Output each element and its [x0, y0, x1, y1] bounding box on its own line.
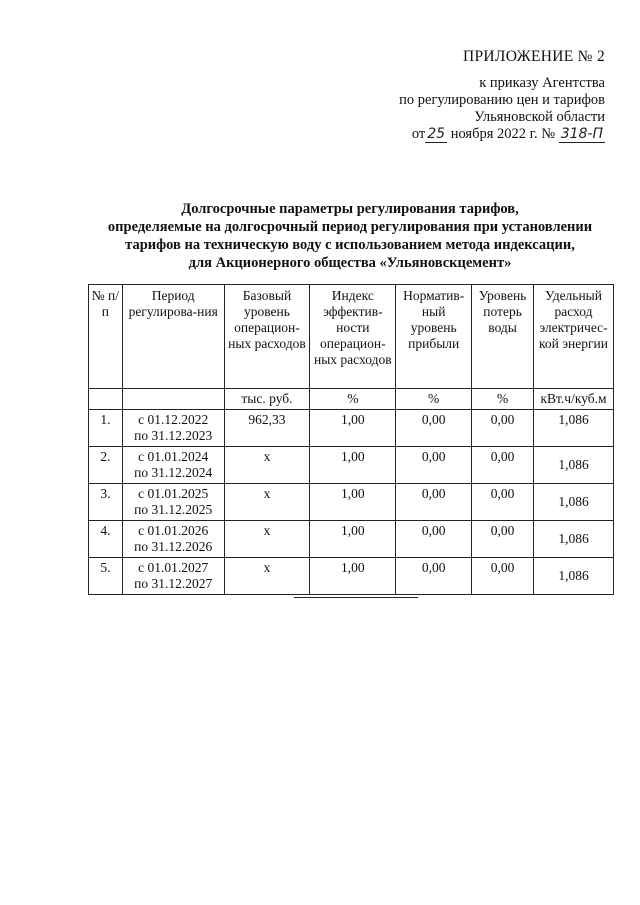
units-index: % [310, 389, 396, 410]
row-norm: 0,00 [396, 521, 472, 558]
row-period [122, 484, 224, 521]
table-row [89, 484, 614, 521]
row-num: 5. [89, 558, 123, 595]
units-num [89, 389, 123, 410]
units-base: тыс. руб. [224, 389, 310, 410]
header-loss: Уровень потерь воды [472, 285, 534, 389]
heading-line-2: определяемые на долгосрочный период регулирования при установлении [107, 219, 593, 235]
units-loss: % [472, 389, 534, 410]
row-norm: 0,00 [396, 447, 472, 484]
period-to: по 31.12.2023 [134, 428, 213, 443]
period-from: с 01.01.2024 [138, 449, 209, 464]
heading-line-4: для Акционерного общества «Ульяновскцемент» [188, 255, 512, 271]
date-middle: ноября 2022 г. № [450, 126, 556, 142]
header-energy: Удельный расход электричес-кой энергии [534, 285, 614, 389]
row-norm: 0,00 [396, 558, 472, 595]
date-prefix: от [411, 126, 426, 142]
handwritten-day: 25 [427, 126, 446, 142]
document-heading [70, 200, 630, 272]
units-period [122, 389, 224, 410]
row-energy: 1,086 [534, 447, 614, 484]
header-num: № п/п [89, 285, 123, 389]
table-row [89, 558, 614, 595]
row-loss: 0,00 [472, 410, 534, 447]
row-period [122, 558, 224, 595]
row-index: 1,00 [310, 558, 396, 595]
row-energy: 1,086 [534, 410, 614, 447]
appendix-block [345, 48, 605, 143]
row-num: 3. [89, 484, 123, 521]
period-to: по 31.12.2027 [134, 576, 213, 591]
row-period [122, 447, 224, 484]
row-base: x [224, 521, 310, 558]
row-period [122, 521, 224, 558]
appendix-line-1: к приказу Агентства [479, 75, 605, 91]
row-base: 962,33 [224, 410, 310, 447]
period-from: с 01.01.2025 [138, 486, 209, 501]
header-index: Индекс эффектив-ности операцион-ных расходов [310, 285, 396, 389]
appendix-line-3: Ульяновской области [474, 109, 605, 125]
header-norm: Норматив-ный уровень прибыли [396, 285, 472, 389]
row-base: x [224, 484, 310, 521]
row-loss: 0,00 [472, 521, 534, 558]
row-index: 1,00 [310, 447, 396, 484]
units-row [89, 389, 614, 410]
row-loss: 0,00 [472, 484, 534, 521]
row-base: x [224, 558, 310, 595]
row-loss: 0,00 [472, 558, 534, 595]
row-energy: 1,086 [534, 521, 614, 558]
period-to: по 31.12.2026 [134, 539, 213, 554]
row-index: 1,00 [310, 484, 396, 521]
row-energy: 1,086 [534, 484, 614, 521]
row-energy: 1,086 [534, 558, 614, 595]
row-norm: 0,00 [396, 484, 472, 521]
header-period: Период регулирова-ния [122, 285, 224, 389]
row-period [122, 410, 224, 447]
units-norm: % [396, 389, 472, 410]
period-to: по 31.12.2025 [134, 502, 213, 517]
appendix-title: ПРИЛОЖЕНИЕ № 2 [462, 48, 605, 65]
row-norm: 0,00 [396, 410, 472, 447]
row-num: 2. [89, 447, 123, 484]
period-from: с 01.01.2027 [138, 560, 209, 575]
period-from: с 01.12.2022 [138, 412, 209, 427]
row-num: 4. [89, 521, 123, 558]
row-base: x [224, 447, 310, 484]
appendix-line-2: по регулированию цен и тарифов [399, 92, 605, 108]
header-base: Базовый уровень операцион-ных расходов [224, 285, 310, 389]
row-loss: 0,00 [472, 447, 534, 484]
period-from: с 01.01.2026 [138, 523, 209, 538]
units-energy: кВт.ч/куб.м [534, 389, 614, 410]
closing-divider [294, 597, 418, 598]
heading-line-1: Долгосрочные параметры регулирования тарифов, [181, 201, 519, 217]
table-row [89, 410, 614, 447]
row-num: 1. [89, 410, 123, 447]
header-row [89, 285, 614, 389]
appendix-date-line [345, 126, 605, 143]
period-to: по 31.12.2024 [134, 465, 213, 480]
heading-line-3: тарифов на техническую воду с использованием метода индексации, [125, 237, 575, 253]
table-row [89, 521, 614, 558]
row-index: 1,00 [310, 410, 396, 447]
parameters-table [88, 284, 614, 595]
table-row [89, 447, 614, 484]
row-index: 1,00 [310, 521, 396, 558]
handwritten-order-number: 318-П [560, 126, 603, 142]
